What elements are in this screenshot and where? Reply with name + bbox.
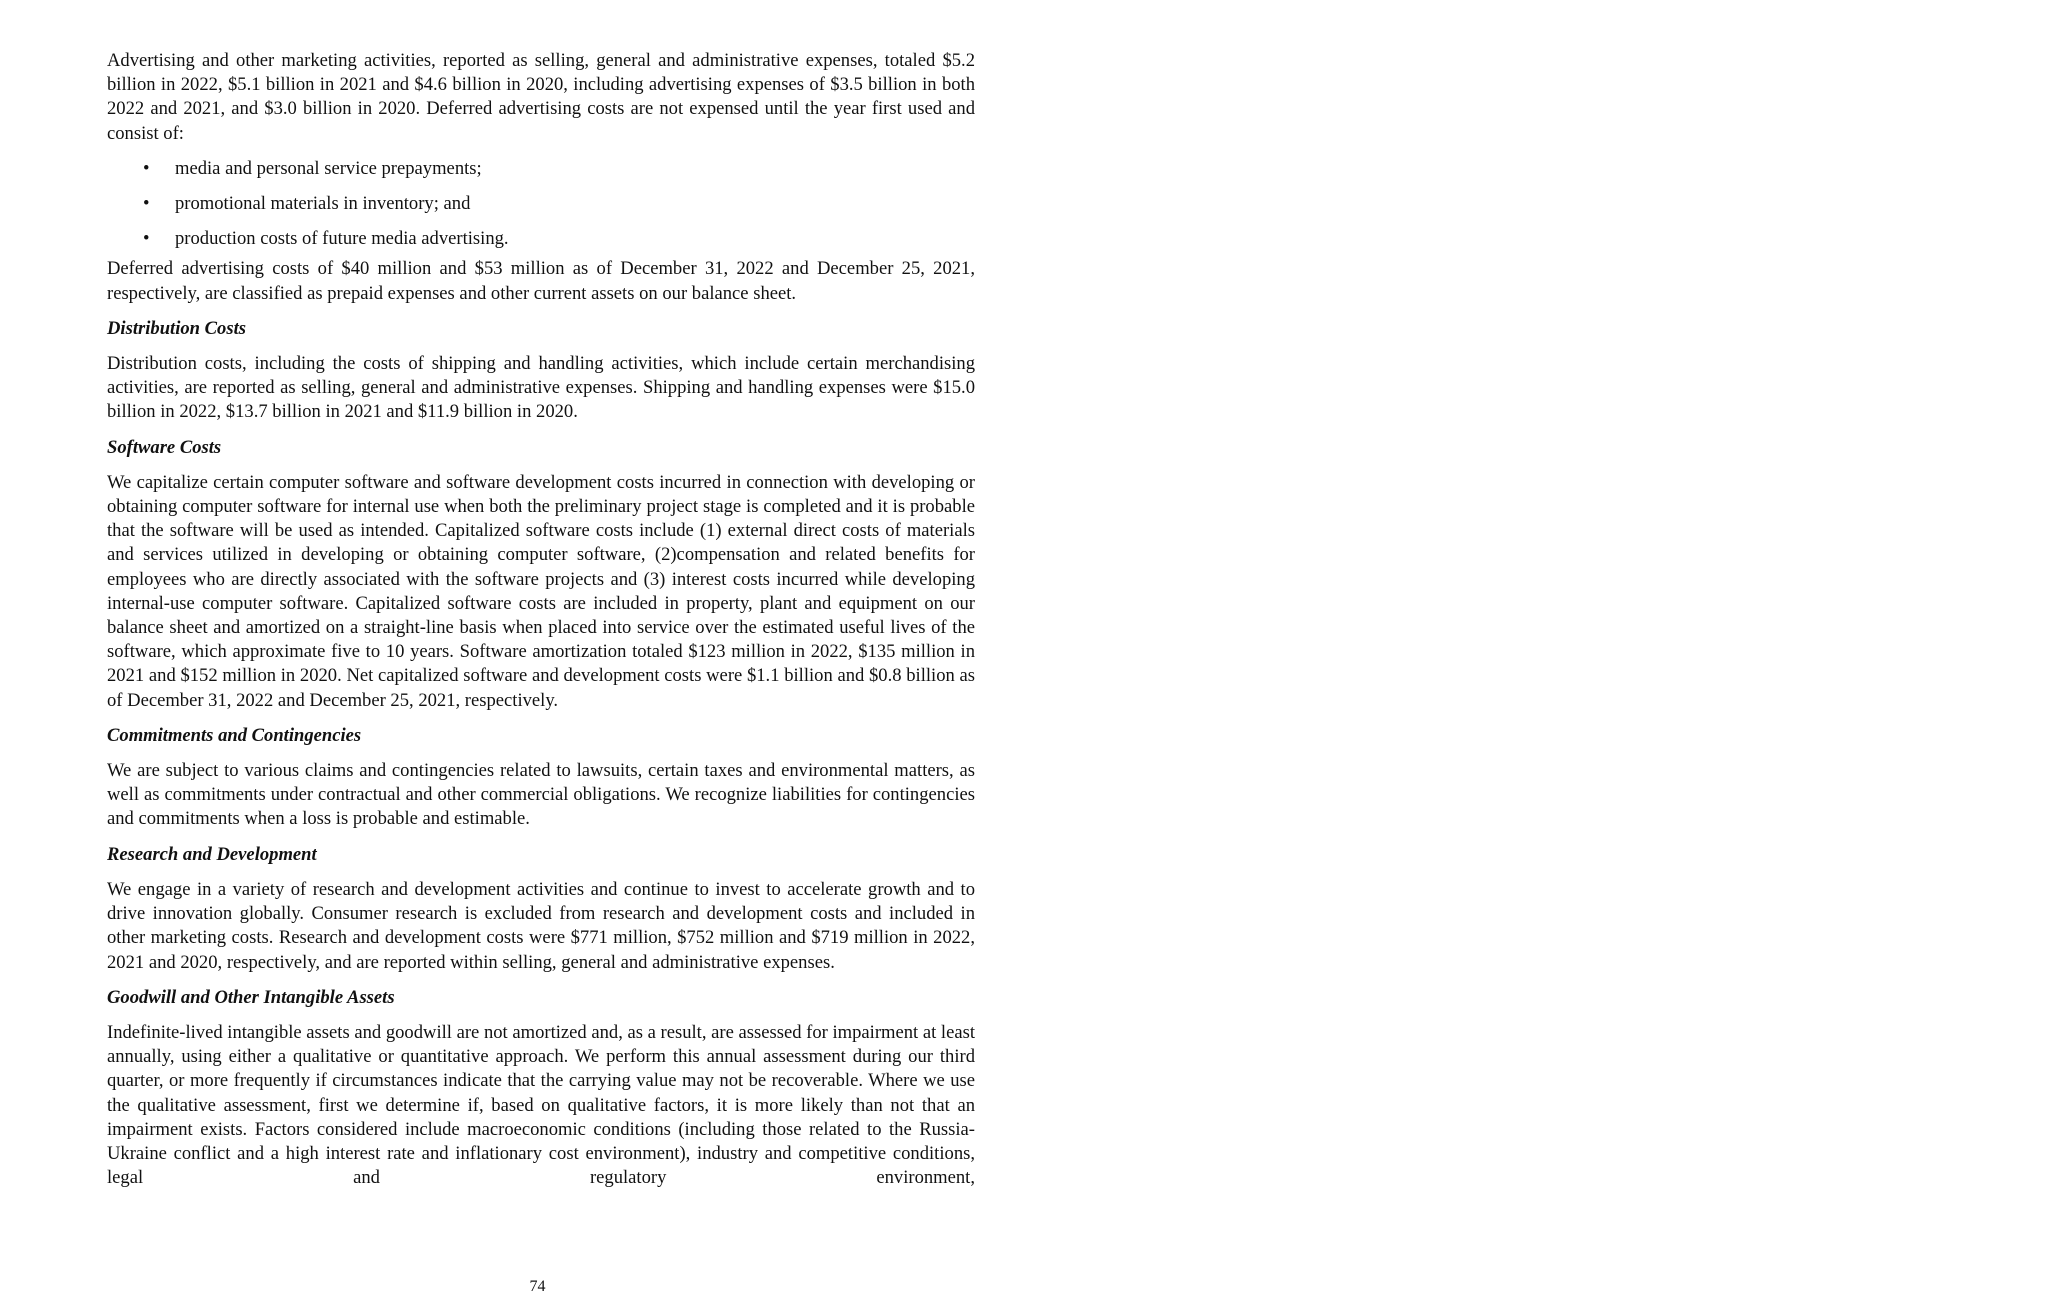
deferred-advertising-list <box>107 157 975 252</box>
list-item <box>107 227 975 251</box>
bullet-icon: • <box>143 193 150 215</box>
distribution-costs-paragraph: Distribution costs, including the costs of shipping and handling activities, which include certain merchandising activities, are reported as selling, general and administrative expenses. Shipping and handling expenses were $15.0 billion in 2022, $13.7 billion in 2021 and $11.9 billion in 2020. <box>107 353 975 423</box>
list-item <box>107 157 975 181</box>
list-item-text: production costs of future media advertising. <box>175 228 509 250</box>
document-page <box>107 49 975 1201</box>
list-item-text: media and personal service prepayments; <box>175 157 482 179</box>
commitments-paragraph: We are subject to various claims and contingencies related to lawsuits, certain taxes and environmental matters, as well as commitments under contractual and other commercial obligations. We recognize liabilities for contingencies and commitments when a loss is probable and estimable. <box>107 760 975 830</box>
list-item-text: promotional materials in inventory; and <box>175 193 471 215</box>
bullet-icon: • <box>143 228 150 250</box>
commitments-heading: Commitments and Contingencies <box>107 724 362 746</box>
page-number: 74 <box>529 1278 546 1295</box>
research-paragraph: We engage in a variety of research and development activities and continue to invest to accelerate growth and to drive innovation globally. Consumer research is excluded from research and development costs and included in other marketing costs. Research and development costs were $771 million, $752 million and $719 million in 2022, 2021 and 2020, respectively, and are reported within selling, general and administrative expenses. <box>107 878 975 973</box>
goodwill-heading: Goodwill and Other Intangible Assets <box>107 986 395 1008</box>
list-item <box>107 192 975 216</box>
goodwill-paragraph: Indefinite-lived intangible assets and goodwill are not amortized and, as a result, are assessed for impairment at least annually, using either a qualitative or quantitative approach. We perform this annual assessment during our third quarter, or more frequently if circumstances indicate that the carrying value may not be recoverable. Where we use the qualitative assessment, first we determine if, based on qualitative factors, it is more likely than not that an impairment exists. Factors considered include macroeconomic conditions (including those related to the Russia-Ukraine conflict and a high interest rate and inflationary cost environment), industry and competitive conditions, legal and regulatory environment, <box>107 1021 975 1189</box>
software-costs-paragraph: We capitalize certain computer software and software development costs incurred in connection with developing or obtaining computer software for internal use when both the preliminary project stage is completed and it is probable that the software will be used as intended. Capitalized software costs include (1) external direct costs of materials and services utilized in developing or obtaining computer software, (2)compensation and related benefits for employees who are directly associated with the software projects and (3) interest costs incurred while developing internal-use computer software. Capitalized software costs are included in property, plant and equipment on our balance sheet and amortized on a straight-line basis when placed into service over the estimated useful lives of the software, which approximate five to 10 years. Software amortization totaled $123 million in 2022, $135 million in 2021 and $152 million in 2020. Net capitalized software and development costs were $1.1 billion and $0.8 billion as of December 31, 2022 and December 25, 2021, respectively. <box>107 471 975 711</box>
deferred-advertising-paragraph: Deferred advertising costs of $40 million and $53 million as of December 31, 2022 and December 25, 2021, respectively, are classified as prepaid expenses and other current assets on our balance sheet. <box>107 258 975 304</box>
software-costs-heading: Software Costs <box>107 436 222 458</box>
distribution-costs-heading: Distribution Costs <box>107 317 246 339</box>
advertising-paragraph: Advertising and other marketing activities, reported as selling, general and administrative expenses, totaled $5.2 billion in 2022, $5.1 billion in 2021 and $4.6 billion in 2020, including advertising expenses of $3.5 billion in both 2022 and 2021, and $3.0 billion in 2020. Deferred advertising costs are not expensed until the year first used and consist of: <box>107 50 975 144</box>
research-heading: Research and Development <box>107 843 317 865</box>
bullet-icon: • <box>143 157 150 179</box>
